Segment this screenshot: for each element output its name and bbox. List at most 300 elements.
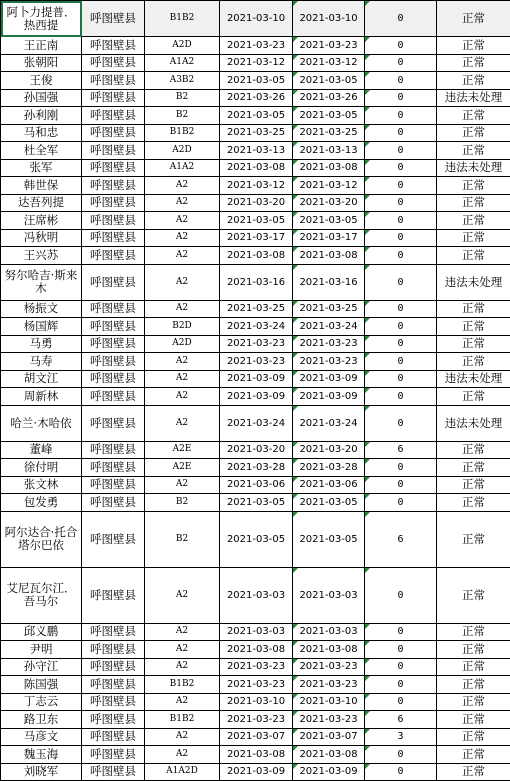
table-row <box>1 177 510 195</box>
license-class-cell[interactable]: A2 <box>145 388 220 406</box>
points-cell[interactable]: 0 <box>365 37 437 55</box>
county-cell[interactable]: 呼图壁县 <box>82 194 145 212</box>
county-cell[interactable]: 呼图壁县 <box>82 229 145 247</box>
issue-date-cell[interactable]: 2021-03-09 <box>220 388 293 406</box>
valid-date-cell[interactable]: 2021-03-08 <box>293 746 365 764</box>
issue-date-cell[interactable]: 2021-03-08 <box>220 746 293 764</box>
county-cell[interactable]: 呼图壁县 <box>82 763 145 781</box>
county-cell[interactable]: 呼图壁县 <box>82 388 145 406</box>
valid-date-cell[interactable]: 2021-03-23 <box>293 37 365 55</box>
driver-name-cell[interactable]: 陈国强 <box>1 676 82 694</box>
license-class-cell[interactable]: A2 <box>145 476 220 494</box>
table-row <box>1 247 510 265</box>
table-row <box>1 159 510 177</box>
license-class-cell[interactable]: A2 <box>145 353 220 371</box>
valid-date-cell[interactable]: 2021-03-05 <box>293 212 365 230</box>
valid-date-cell[interactable]: 2021-03-26 <box>293 89 365 107</box>
issue-date-cell[interactable]: 2021-03-07 <box>220 728 293 746</box>
status-cell[interactable]: 正常 <box>437 441 510 459</box>
status-cell[interactable]: 正常 <box>437 247 510 265</box>
status-cell[interactable]: 正常 <box>437 300 510 318</box>
points-cell[interactable]: 0 <box>365 318 437 336</box>
driver-name-cell[interactable]: 王兴苏 <box>1 247 82 265</box>
valid-date-cell[interactable]: 2021-03-08 <box>293 641 365 659</box>
county-cell[interactable]: 呼图壁县 <box>82 212 145 230</box>
driver-name-cell[interactable]: 孙利刚 <box>1 107 82 125</box>
driver-name-cell[interactable]: 孙守江 <box>1 658 82 676</box>
county-cell[interactable]: 呼图壁县 <box>82 300 145 318</box>
county-cell[interactable]: 呼图壁县 <box>82 1 145 37</box>
valid-date-cell[interactable]: 2021-03-05 <box>293 72 365 90</box>
driver-name-cell[interactable]: 马和忠 <box>1 124 82 142</box>
issue-date-cell[interactable]: 2021-03-23 <box>220 335 293 353</box>
issue-date-cell[interactable]: 2021-03-23 <box>220 353 293 371</box>
status-cell[interactable]: 正常 <box>437 124 510 142</box>
license-class-cell[interactable]: A2 <box>145 405 220 441</box>
license-class-cell[interactable]: A2 <box>145 728 220 746</box>
table-row <box>1 388 510 406</box>
status-cell[interactable]: 违法未处理 <box>437 370 510 388</box>
license-class-cell[interactable]: A2E <box>145 441 220 459</box>
driver-name-cell[interactable]: 胡文江 <box>1 370 82 388</box>
status-cell[interactable]: 正常 <box>437 763 510 781</box>
table-row <box>1 142 510 160</box>
table-row <box>1 370 510 388</box>
status-cell[interactable]: 正常 <box>437 318 510 336</box>
license-class-cell[interactable]: A2 <box>145 623 220 641</box>
points-cell[interactable]: 0 <box>365 763 437 781</box>
license-class-cell[interactable]: A2 <box>145 229 220 247</box>
license-class-cell[interactable]: A2 <box>145 641 220 659</box>
status-cell[interactable]: 正常 <box>437 194 510 212</box>
valid-date-cell[interactable]: 2021-03-08 <box>293 159 365 177</box>
county-cell[interactable]: 呼图壁县 <box>82 247 145 265</box>
points-cell[interactable]: 0 <box>365 159 437 177</box>
table-row <box>1 476 510 494</box>
issue-date-cell[interactable]: 2021-03-10 <box>220 693 293 711</box>
table-row <box>1 124 510 142</box>
status-cell[interactable]: 正常 <box>437 511 510 567</box>
points-cell[interactable]: 0 <box>365 229 437 247</box>
table-row <box>1 335 510 353</box>
county-cell[interactable]: 呼图壁县 <box>82 693 145 711</box>
table-row <box>1 623 510 641</box>
county-cell[interactable]: 呼图壁县 <box>82 641 145 659</box>
status-cell[interactable]: 正常 <box>437 37 510 55</box>
table-body <box>1 1 510 781</box>
points-cell[interactable]: 0 <box>365 300 437 318</box>
table-row <box>1 72 510 90</box>
points-cell[interactable]: 6 <box>365 511 437 567</box>
driver-name-cell[interactable] <box>1 405 82 441</box>
status-cell[interactable]: 违法未处理 <box>437 159 510 177</box>
issue-date-cell[interactable]: 2021-03-03 <box>220 623 293 641</box>
driver-name-cell[interactable]: 张军 <box>1 159 82 177</box>
points-cell[interactable]: 3 <box>365 728 437 746</box>
table-row <box>1 89 510 107</box>
issue-date-cell[interactable]: 2021-03-20 <box>220 194 293 212</box>
driver-name-cell[interactable]: 马彦文 <box>1 728 82 746</box>
issue-date-cell[interactable]: 2021-03-08 <box>220 159 293 177</box>
points-cell[interactable]: 0 <box>365 1 437 37</box>
status-cell[interactable]: 正常 <box>437 229 510 247</box>
county-cell[interactable]: 呼图壁县 <box>82 459 145 477</box>
issue-date-cell[interactable]: 2021-03-20 <box>220 441 293 459</box>
driver-name-cell[interactable]: 孙国强 <box>1 89 82 107</box>
county-cell[interactable]: 呼图壁县 <box>82 370 145 388</box>
status-cell[interactable]: 正常 <box>437 693 510 711</box>
status-cell[interactable]: 正常 <box>437 641 510 659</box>
status-cell[interactable]: 违法未处理 <box>437 405 510 441</box>
driver-name-cell[interactable]: 刘晓军 <box>1 763 82 781</box>
valid-date-cell[interactable]: 2021-03-24 <box>293 405 365 441</box>
county-cell[interactable]: 呼图壁县 <box>82 142 145 160</box>
license-class-cell[interactable]: A2 <box>145 177 220 195</box>
county-cell[interactable]: 呼图壁县 <box>82 676 145 694</box>
license-class-cell[interactable]: A2 <box>145 370 220 388</box>
license-class-cell[interactable]: B1B2 <box>145 1 220 37</box>
license-class-cell[interactable]: A2E <box>145 459 220 477</box>
table-row <box>1 212 510 230</box>
license-class-cell[interactable]: A1A2D <box>145 763 220 781</box>
issue-date-cell[interactable]: 2021-03-24 <box>220 318 293 336</box>
wrapped-name-text: 努尔哈吉·斯来木 <box>1 269 81 295</box>
driver-name-cell[interactable]: 马勇 <box>1 335 82 353</box>
status-cell[interactable]: 正常 <box>437 1 510 37</box>
issue-date-cell[interactable]: 2021-03-08 <box>220 641 293 659</box>
issue-date-cell[interactable]: 2021-03-09 <box>220 370 293 388</box>
driver-name-cell[interactable]: 包发勇 <box>1 494 82 512</box>
table-row <box>1 300 510 318</box>
valid-date-cell[interactable]: 2021-03-03 <box>293 567 365 623</box>
county-cell[interactable]: 呼图壁县 <box>82 89 145 107</box>
valid-date-cell[interactable]: 2021-03-25 <box>293 300 365 318</box>
driver-name-cell[interactable]: 杨国辉 <box>1 318 82 336</box>
table-row <box>1 405 510 441</box>
license-class-cell[interactable]: A2 <box>145 247 220 265</box>
status-cell[interactable]: 正常 <box>437 676 510 694</box>
status-cell[interactable]: 正常 <box>437 728 510 746</box>
driver-name-cell[interactable]: 汪席彬 <box>1 212 82 230</box>
county-cell[interactable]: 呼图壁县 <box>82 54 145 72</box>
county-cell[interactable]: 呼图壁县 <box>82 124 145 142</box>
license-class-cell[interactable]: B2D <box>145 318 220 336</box>
county-cell[interactable]: 呼图壁县 <box>82 72 145 90</box>
status-cell[interactable]: 正常 <box>437 54 510 72</box>
points-cell[interactable]: 0 <box>365 693 437 711</box>
county-cell[interactable]: 呼图壁县 <box>82 746 145 764</box>
valid-date-cell[interactable]: 2021-03-08 <box>293 247 365 265</box>
license-class-cell[interactable]: A1A2 <box>145 159 220 177</box>
license-class-cell[interactable]: A2 <box>145 567 220 623</box>
status-cell[interactable]: 正常 <box>437 494 510 512</box>
issue-date-cell[interactable]: 2021-03-03 <box>220 567 293 623</box>
valid-date-cell[interactable]: 2021-03-09 <box>293 763 365 781</box>
county-cell[interactable]: 呼图壁县 <box>82 264 145 300</box>
points-cell[interactable]: 0 <box>365 405 437 441</box>
issue-date-cell[interactable]: 2021-03-05 <box>220 72 293 90</box>
valid-date-cell[interactable]: 2021-03-05 <box>293 494 365 512</box>
valid-date-cell[interactable]: 2021-03-09 <box>293 370 365 388</box>
issue-date-cell[interactable]: 2021-03-16 <box>220 264 293 300</box>
issue-date-cell[interactable]: 2021-03-12 <box>220 177 293 195</box>
points-cell[interactable]: 0 <box>365 142 437 160</box>
valid-date-cell[interactable]: 2021-03-23 <box>293 711 365 729</box>
county-cell[interactable]: 呼图壁县 <box>82 728 145 746</box>
license-class-cell[interactable]: A2 <box>145 693 220 711</box>
county-cell[interactable]: 呼图壁县 <box>82 177 145 195</box>
license-class-cell[interactable]: B1B2 <box>145 676 220 694</box>
valid-date-cell[interactable]: 2021-03-17 <box>293 229 365 247</box>
valid-date-cell[interactable]: 2021-03-23 <box>293 335 365 353</box>
status-cell[interactable]: 正常 <box>437 212 510 230</box>
issue-date-cell[interactable]: 2021-03-26 <box>220 89 293 107</box>
status-cell[interactable]: 正常 <box>437 177 510 195</box>
table-row <box>1 763 510 781</box>
points-cell[interactable]: 0 <box>365 567 437 623</box>
points-cell[interactable]: 0 <box>365 247 437 265</box>
valid-date-cell[interactable]: 2021-03-13 <box>293 142 365 160</box>
points-cell[interactable]: 0 <box>365 124 437 142</box>
license-class-cell[interactable]: B2 <box>145 494 220 512</box>
wrapped-name-text: 阿尔达合·托合塔尔巴依 <box>1 526 81 552</box>
driver-name-cell[interactable]: 张朝阳 <box>1 54 82 72</box>
license-class-cell[interactable]: A2 <box>145 658 220 676</box>
license-class-cell[interactable]: A2D <box>145 335 220 353</box>
county-cell[interactable]: 呼图壁县 <box>82 567 145 623</box>
issue-date-cell[interactable]: 2021-03-05 <box>220 494 293 512</box>
table-row <box>1 567 510 623</box>
points-cell[interactable]: 0 <box>365 746 437 764</box>
valid-date-cell[interactable]: 2021-03-24 <box>293 318 365 336</box>
valid-date-cell[interactable]: 2021-03-05 <box>293 511 365 567</box>
driver-name-cell[interactable]: 路卫东 <box>1 711 82 729</box>
table-row <box>1 511 510 567</box>
points-cell[interactable]: 0 <box>365 641 437 659</box>
status-cell[interactable]: 正常 <box>437 72 510 90</box>
issue-date-cell[interactable]: 2021-03-17 <box>220 229 293 247</box>
county-cell[interactable]: 呼图壁县 <box>82 511 145 567</box>
table-row <box>1 658 510 676</box>
status-cell[interactable]: 正常 <box>437 459 510 477</box>
driver-name-cell[interactable]: 丁志云 <box>1 693 82 711</box>
table-row <box>1 1 510 37</box>
valid-date-cell[interactable]: 2021-03-20 <box>293 441 365 459</box>
points-cell[interactable]: 0 <box>365 335 437 353</box>
license-class-cell[interactable]: B2 <box>145 89 220 107</box>
issue-date-cell[interactable]: 2021-03-23 <box>220 711 293 729</box>
points-cell[interactable]: 0 <box>365 54 437 72</box>
status-cell[interactable]: 正常 <box>437 711 510 729</box>
county-cell[interactable]: 呼图壁县 <box>82 318 145 336</box>
license-class-cell[interactable]: A2 <box>145 212 220 230</box>
driver-name-cell[interactable]: 徐付明 <box>1 459 82 477</box>
county-cell[interactable]: 呼图壁县 <box>82 335 145 353</box>
driver-name-cell[interactable]: 周新林 <box>1 388 82 406</box>
points-cell[interactable]: 0 <box>365 212 437 230</box>
table-row <box>1 318 510 336</box>
points-cell[interactable]: 0 <box>365 459 437 477</box>
points-cell[interactable]: 0 <box>365 353 437 371</box>
points-cell[interactable]: 0 <box>365 177 437 195</box>
valid-date-cell[interactable]: 2021-03-23 <box>293 658 365 676</box>
status-cell[interactable]: 正常 <box>437 107 510 125</box>
driver-name-cell[interactable]: 魏玉海 <box>1 746 82 764</box>
points-cell[interactable]: 0 <box>365 107 437 125</box>
valid-date-cell[interactable]: 2021-03-28 <box>293 459 365 477</box>
status-cell[interactable]: 正常 <box>437 142 510 160</box>
county-cell[interactable]: 呼图壁县 <box>82 711 145 729</box>
status-cell[interactable]: 正常 <box>437 388 510 406</box>
valid-date-cell[interactable]: 2021-03-03 <box>293 623 365 641</box>
driver-name-cell[interactable] <box>1 511 82 567</box>
status-cell[interactable]: 正常 <box>437 353 510 371</box>
issue-date-cell[interactable]: 2021-03-25 <box>220 300 293 318</box>
license-class-cell[interactable]: A2 <box>145 300 220 318</box>
license-class-cell[interactable]: B1B2 <box>145 124 220 142</box>
points-cell[interactable]: 0 <box>365 676 437 694</box>
valid-date-cell[interactable]: 2021-03-25 <box>293 124 365 142</box>
valid-date-cell[interactable]: 2021-03-05 <box>293 107 365 125</box>
issue-date-cell[interactable]: 2021-03-05 <box>220 511 293 567</box>
table-row <box>1 353 510 371</box>
table-row <box>1 37 510 55</box>
license-class-cell[interactable]: A3B2 <box>145 72 220 90</box>
driver-name-cell[interactable] <box>1 1 82 37</box>
driver-name-cell[interactable]: 王俊 <box>1 72 82 90</box>
table-row <box>1 459 510 477</box>
valid-date-cell[interactable]: 2021-03-09 <box>293 388 365 406</box>
license-class-cell[interactable]: A2D <box>145 37 220 55</box>
driver-name-cell[interactable]: 邱义鹏 <box>1 623 82 641</box>
issue-date-cell[interactable]: 2021-03-23 <box>220 37 293 55</box>
driver-name-cell[interactable] <box>1 264 82 300</box>
status-cell[interactable]: 正常 <box>437 335 510 353</box>
county-cell[interactable]: 呼图壁县 <box>82 159 145 177</box>
table-row <box>1 711 510 729</box>
driver-name-cell[interactable] <box>1 567 82 623</box>
issue-date-cell[interactable]: 2021-03-08 <box>220 247 293 265</box>
driver-name-cell[interactable]: 马寿 <box>1 353 82 371</box>
county-cell[interactable]: 呼图壁县 <box>82 494 145 512</box>
table-row <box>1 107 510 125</box>
table-row <box>1 264 510 300</box>
issue-date-cell[interactable]: 2021-03-13 <box>220 142 293 160</box>
table-row <box>1 693 510 711</box>
points-cell[interactable]: 0 <box>365 388 437 406</box>
points-cell[interactable]: 6 <box>365 441 437 459</box>
driver-name-cell[interactable]: 韩世保 <box>1 177 82 195</box>
issue-date-cell[interactable]: 2021-03-05 <box>220 107 293 125</box>
license-class-cell[interactable]: A2D <box>145 142 220 160</box>
driver-name-cell[interactable]: 杨振文 <box>1 300 82 318</box>
issue-date-cell[interactable]: 2021-03-12 <box>220 54 293 72</box>
table-row <box>1 441 510 459</box>
county-cell[interactable]: 呼图壁县 <box>82 37 145 55</box>
status-cell[interactable]: 正常 <box>437 746 510 764</box>
valid-date-cell[interactable]: 2021-03-23 <box>293 676 365 694</box>
points-cell[interactable]: 0 <box>365 194 437 212</box>
wrapped-name-text: 艾尼瓦尔江．吾马尔 <box>1 582 81 608</box>
issue-date-cell[interactable]: 2021-03-06 <box>220 476 293 494</box>
valid-date-cell[interactable]: 2021-03-16 <box>293 264 365 300</box>
table-row <box>1 641 510 659</box>
issue-date-cell[interactable]: 2021-03-28 <box>220 459 293 477</box>
valid-date-cell[interactable]: 2021-03-12 <box>293 54 365 72</box>
county-cell[interactable]: 呼图壁县 <box>82 658 145 676</box>
status-cell[interactable]: 正常 <box>437 623 510 641</box>
status-cell[interactable]: 违法未处理 <box>437 264 510 300</box>
county-cell[interactable]: 呼图壁县 <box>82 107 145 125</box>
license-class-cell[interactable]: B1B2 <box>145 711 220 729</box>
valid-date-cell[interactable]: 2021-03-06 <box>293 476 365 494</box>
issue-date-cell[interactable]: 2021-03-25 <box>220 124 293 142</box>
wrapped-name-text: 阿卜力提普．热西提 <box>1 6 81 32</box>
county-cell[interactable]: 呼图壁县 <box>82 476 145 494</box>
license-class-cell[interactable]: A2 <box>145 194 220 212</box>
issue-date-cell[interactable]: 2021-03-10 <box>220 1 293 37</box>
issue-date-cell[interactable]: 2021-03-09 <box>220 763 293 781</box>
county-cell[interactable]: 呼图壁县 <box>82 353 145 371</box>
county-cell[interactable]: 呼图壁县 <box>82 405 145 441</box>
issue-date-cell[interactable]: 2021-03-05 <box>220 212 293 230</box>
issue-date-cell[interactable]: 2021-03-23 <box>220 658 293 676</box>
license-class-cell[interactable]: B2 <box>145 511 220 567</box>
issue-date-cell[interactable]: 2021-03-24 <box>220 405 293 441</box>
table-row <box>1 494 510 512</box>
driver-name-cell[interactable]: 冯秋明 <box>1 229 82 247</box>
points-cell[interactable]: 6 <box>365 711 437 729</box>
valid-date-cell[interactable]: 2021-03-10 <box>293 693 365 711</box>
county-cell[interactable]: 呼图壁县 <box>82 441 145 459</box>
driver-name-cell[interactable]: 尹明 <box>1 641 82 659</box>
valid-date-cell[interactable]: 2021-03-20 <box>293 194 365 212</box>
points-cell[interactable]: 0 <box>365 494 437 512</box>
driver-name-cell[interactable]: 杜全军 <box>1 142 82 160</box>
driver-name-cell[interactable]: 董峰 <box>1 441 82 459</box>
status-cell[interactable]: 正常 <box>437 476 510 494</box>
license-class-cell[interactable]: A2 <box>145 746 220 764</box>
table-row <box>1 54 510 72</box>
points-cell[interactable]: 0 <box>365 658 437 676</box>
license-class-cell[interactable]: A1A2 <box>145 54 220 72</box>
valid-date-cell[interactable]: 2021-03-12 <box>293 177 365 195</box>
valid-date-cell[interactable]: 2021-03-23 <box>293 353 365 371</box>
county-cell[interactable]: 呼图壁县 <box>82 623 145 641</box>
driver-name-cell[interactable]: 张文林 <box>1 476 82 494</box>
status-cell[interactable]: 正常 <box>437 658 510 676</box>
table-row <box>1 746 510 764</box>
driver-name-cell[interactable]: 达吾列提 <box>1 194 82 212</box>
wrapped-name-text: 哈兰·木哈依 <box>1 417 81 430</box>
points-cell[interactable]: 0 <box>365 72 437 90</box>
license-class-cell[interactable]: A2 <box>145 264 220 300</box>
points-cell[interactable]: 0 <box>365 370 437 388</box>
points-cell[interactable]: 0 <box>365 476 437 494</box>
points-cell[interactable]: 0 <box>365 264 437 300</box>
driver-name-cell[interactable]: 王正南 <box>1 37 82 55</box>
status-cell[interactable]: 违法未处理 <box>437 89 510 107</box>
issue-date-cell[interactable]: 2021-03-23 <box>220 676 293 694</box>
license-class-cell[interactable]: B2 <box>145 107 220 125</box>
points-cell[interactable]: 0 <box>365 89 437 107</box>
valid-date-cell[interactable]: 2021-03-10 <box>293 1 365 37</box>
valid-date-cell[interactable]: 2021-03-07 <box>293 728 365 746</box>
points-cell[interactable]: 0 <box>365 623 437 641</box>
table-row <box>1 676 510 694</box>
status-cell[interactable]: 正常 <box>437 567 510 623</box>
table-row <box>1 194 510 212</box>
